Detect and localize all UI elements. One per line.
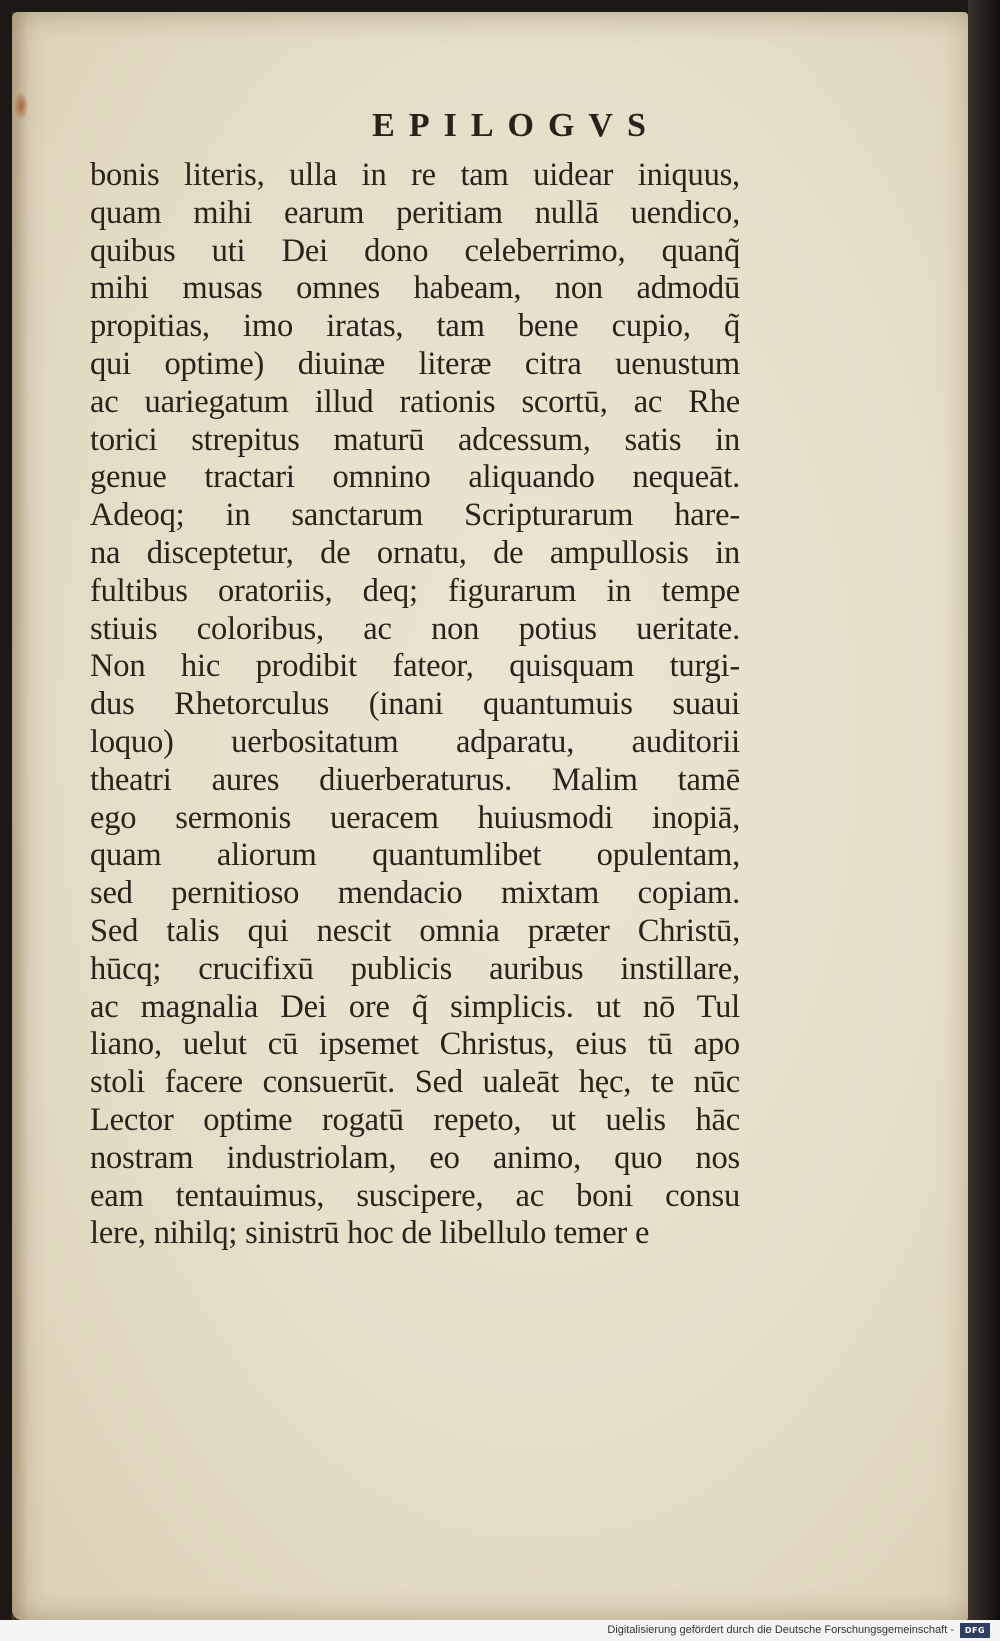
book-page — [12, 12, 968, 1620]
text-line: quam mihi earum peritiam nullā uendico, — [90, 194, 740, 231]
text-line: ac magnalia Dei ore q̃ simplicis. ut nō Tul — [90, 988, 740, 1025]
footer-bar — [0, 1620, 1000, 1641]
dfg-logo: DFG — [960, 1623, 990, 1638]
text-line: ego sermonis ueracem huiusmodi inopiā, — [90, 799, 740, 836]
text-line: liano, uelut cū ipsemet Christus, eius tū apo — [90, 1026, 740, 1063]
text-line: qui optime) diuinæ literæ citra uenustum — [90, 345, 740, 382]
text-line: torici strepitus maturū adcessum, satis in — [90, 421, 740, 458]
text-line: ac uariegatum illud rationis scortū, ac Rhe — [90, 383, 740, 420]
text-line: na disceptetur, de ornatu, de ampullosis in — [90, 534, 740, 571]
text-line: quam aliorum quantumlibet opulentam, — [90, 837, 740, 874]
text-line: sed pernitioso mendacio mixtam copiam. — [90, 875, 740, 912]
text-line: Lector optime rogatū repeto, ut uelis hāc — [90, 1101, 740, 1138]
text-line: genue tractari omnino aliquando nequeāt. — [90, 459, 740, 496]
text-line: quibus uti Dei dono celeberrimo, quanq̃ — [90, 232, 740, 269]
text-line: loquo) uerbositatum adparatu, auditorii — [90, 723, 740, 760]
digitization-credit: Digitalisierung gefördert durch die Deutsche Forschungsgemeinschaft - — [607, 1624, 954, 1636]
text-line: stoli facere consuerūt. Sed ualeāt hęc, te nūc — [90, 1064, 740, 1101]
text-line: mihi musas omnes habeam, non admodū — [90, 270, 740, 307]
body-text — [90, 157, 740, 1253]
text-line: eam tentauimus, suscipere, ac boni consu — [90, 1177, 740, 1214]
text-line: lere, nihilq; sinistrū hoc de libellulo temer e — [90, 1215, 650, 1252]
text-line: hūcq; crucifixū publicis auribus instillare, — [90, 950, 740, 987]
text-line: fultibus oratoriis, deq; figurarum in tempe — [90, 572, 740, 609]
text-line: propitias, imo iratas, tam bene cupio, q̃ — [90, 308, 740, 345]
text-line: nostram industriolam, eo animo, quo nos — [90, 1139, 740, 1176]
running-head: EPILOGVS — [372, 107, 660, 144]
book-edge-shadow — [968, 0, 1000, 1620]
text-line: Sed talis qui nescit omnia præter Christū, — [90, 912, 740, 949]
text-line: Adeoq; in sanctarum Scripturarum hare- — [90, 497, 740, 534]
text-line: theatri aures diuerberaturus. Malim tamē — [90, 761, 740, 798]
text-line: stiuis coloribus, ac non potius ueritate. — [90, 610, 740, 647]
page-gutter-shading — [12, 12, 28, 1620]
text-line: bonis literis, ulla in re tam uidear iniquus, — [90, 157, 740, 193]
text-line: dus Rhetorculus (inani quantumuis suaui — [90, 686, 740, 723]
text-line: Non hic prodibit fateor, quisquam turgi- — [90, 648, 740, 685]
